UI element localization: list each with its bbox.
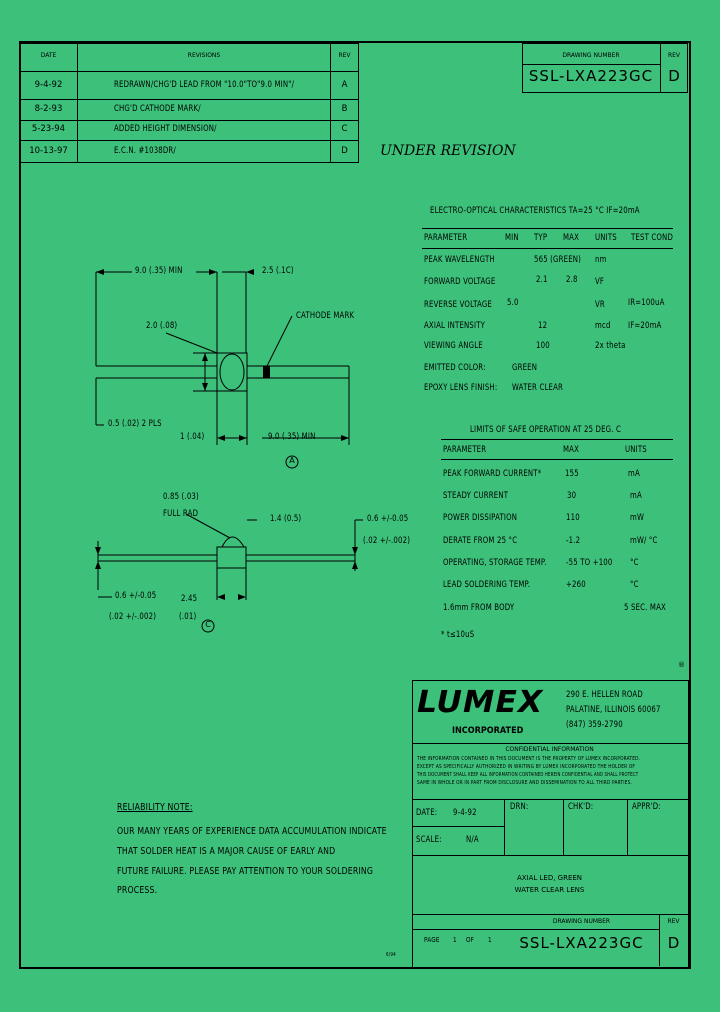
dim-body-len: 1 (.04) — [180, 432, 205, 442]
reliability-line: OUR MANY YEARS OF EXPERIENCE DATA ACCUMULATION INDICATE — [117, 826, 387, 837]
limits-cell: mA — [628, 469, 640, 479]
eo-cell: 2.1 — [536, 275, 548, 285]
part-desc-1: AXIAL LED, GREEN — [516, 874, 583, 882]
rev-row-date: 5-23-94 — [31, 124, 66, 134]
dim-lead-pitch: 0.5 (.02) 2 PLS — [108, 419, 162, 429]
dwg-number-value-bottom: SSL-LXA223GC — [519, 934, 644, 952]
dim-lead-right: 2.5 (.1C) — [262, 266, 294, 276]
dwg-rev-value: D — [668, 67, 680, 85]
page-label: PAGE — [424, 936, 440, 944]
reliability-line: PROCESS. — [117, 885, 158, 896]
eo-header: UNITS — [595, 233, 617, 243]
eo-cell: VF — [595, 277, 605, 287]
dim-full-rad-1: 0.85 (.03) — [163, 492, 199, 502]
eo-cell: VR — [595, 300, 605, 310]
company-phone: (847) 359-2790 — [566, 720, 623, 730]
eo-cell: IR=100uA — [628, 298, 665, 308]
rev-row-date: 10-13-97 — [29, 146, 68, 156]
limits-header: MAX — [563, 445, 580, 455]
epoxy-lens-label: EPOXY LENS FINISH: — [424, 383, 498, 393]
dim-side-len: 1.4 (0.5) — [270, 514, 302, 524]
limits-cell: -1.2 — [566, 536, 581, 546]
company-address-1: 290 E. HELLEN ROAD — [566, 690, 643, 700]
from-body: 1.6mm FROM BODY — [443, 603, 515, 613]
eo-cell: AXIAL INTENSITY — [424, 321, 486, 331]
eo-header: MAX — [563, 233, 580, 243]
view-c-label: C — [205, 620, 211, 629]
limits-cell: 30 — [567, 491, 577, 501]
limits-cell: 110 — [566, 513, 580, 523]
confidential-text: THIS DOCUMENT SHALL KEEP ALL INFORMATION CONTAINED HEREIN CONFIDENTIAL AND SHALL PROTECT — [417, 772, 639, 778]
eo-header: MIN — [505, 233, 519, 243]
rev-row-desc: REDRAWN/CHG'D LEAD FROM "10.0"TO"9.0 MIN"/ — [114, 80, 295, 90]
view-a-label: A — [289, 456, 295, 465]
eo-cell: FORWARD VOLTAGE — [424, 277, 496, 287]
limits-cell: POWER DISSIPATION — [443, 513, 518, 523]
corner-code: 6/94 — [386, 952, 396, 958]
limits-cell: LEAD SOLDERING TEMP. — [443, 580, 531, 590]
reliability-line: FUTURE FAILURE. PLEASE PAY ATTENTION TO YOUR SOLDERING — [117, 866, 374, 877]
epoxy-lens-value: WATER CLEAR — [512, 383, 564, 393]
limits-cell: OPERATING, STORAGE TEMP. — [443, 558, 547, 568]
lumex-logo-sub: INCORPORATED — [452, 726, 524, 736]
limits-cell: -55 TO +100 — [566, 558, 613, 568]
eo-header: TYP — [534, 233, 548, 243]
chkd-label: CHK'D: — [568, 802, 594, 812]
page-total: 1 — [488, 936, 492, 944]
dwg-number-label-bottom: DRAWING NUMBER — [552, 918, 611, 925]
dim-side-thick-2: (.02 +/-.002) — [363, 536, 411, 546]
eo-cell: 5.0 — [507, 298, 519, 308]
rev-header-rev: REV — [338, 52, 351, 59]
limits-cell: PEAK FORWARD CURRENT* — [443, 469, 542, 479]
eo-cell: 565 (GREEN) — [534, 255, 582, 265]
reliability-line: THAT SOLDER HEAT IS A MAJOR CAUSE OF EARLY AND — [117, 846, 336, 857]
confidential-text: THE INFORMATION CONTAINED IN THIS DOCUMENT IS THE PROPERTY OF LUMEX INCORPORATED. — [417, 756, 641, 762]
registered-mark: ® — [678, 661, 685, 669]
dim-side-thick-1: 0.6 +/-0.05 — [367, 514, 409, 524]
cathode-mark-label: CATHODE MARK — [296, 311, 355, 321]
eo-cell: 12 — [538, 321, 548, 331]
rev-header-revisions: REVISIONS — [187, 52, 221, 59]
dim-lead-thick-1: 0.6 +/-0.05 — [115, 591, 157, 601]
eo-header: PARAMETER — [424, 233, 468, 243]
eo-title: ELECTRO-OPTICAL CHARACTERISTICS TA=25 °C IF=20mA — [430, 206, 640, 216]
eo-cell: 100 — [536, 341, 550, 351]
emitted-color-value: GREEN — [512, 363, 538, 373]
eo-cell: nm — [595, 255, 607, 265]
rev-row-desc: CHG'D CATHODE MARK/ — [114, 104, 201, 114]
rev-row-rev: D — [341, 146, 348, 156]
rev-row-rev: B — [341, 104, 348, 114]
page-num: 1 — [453, 936, 457, 944]
dwg-number-label: DRAWING NUMBER — [562, 52, 620, 59]
limits-footnote: * t≤10uS — [441, 630, 475, 640]
limits-cell: +260 — [566, 580, 586, 590]
dim-lead-thick-2: (.02 +/-.002) — [109, 612, 157, 622]
limits-cell: °C — [630, 580, 639, 590]
scale-label: SCALE: — [416, 835, 442, 845]
dim-lead-right-min: 9.0 (.35) MIN — [268, 432, 316, 442]
eo-cell: PEAK WAVELENGTH — [424, 255, 495, 265]
confidential-text: SAME IN WHOLE OR IN PART FROM DISCLOSURE AND DISSEMINATION TO ALL THIRD PARTIES. — [417, 780, 633, 786]
emitted-color-label: EMITTED COLOR: — [424, 363, 486, 373]
from-body-time: 5 SEC. MAX — [624, 603, 666, 613]
part-desc-2: WATER CLEAR LENS — [514, 886, 585, 894]
under-revision-note: UNDER REVISION — [380, 143, 516, 159]
limits-header: PARAMETER — [443, 445, 487, 455]
dwg-number-value: SSL-LXA223GC — [528, 67, 654, 85]
dim-245-1: 2.45 — [181, 594, 198, 604]
eo-cell: IF=20mA — [628, 321, 662, 331]
limits-title: LIMITS OF SAFE OPERATION AT 25 DEG. C — [470, 425, 622, 435]
eo-header: TEST COND — [631, 233, 673, 243]
drn-label: DRN: — [510, 802, 529, 812]
date-value: 9-4-92 — [453, 808, 477, 818]
limits-cell: DERATE FROM 25 °C — [443, 536, 518, 546]
rev-row-rev: A — [341, 80, 348, 90]
rev-row-date: 9-4-92 — [34, 80, 63, 90]
limits-cell: °C — [630, 558, 639, 568]
date-label: DATE: — [416, 808, 438, 818]
rev-row-date: 8-2-93 — [34, 104, 63, 114]
rev-header-date: DATE — [40, 52, 57, 59]
rev-row-rev: C — [341, 124, 348, 134]
dim-lead-left: 9.0 (.35) MIN — [135, 266, 183, 276]
company-address-2: PALATINE, ILLINOIS 60067 — [566, 705, 661, 715]
dim-full-rad-2: FULL RAD — [163, 509, 199, 519]
limits-cell: mA — [630, 491, 642, 501]
confidential-title: CONFIDENTIAL INFORMATION — [505, 746, 594, 753]
dim-body-height: 2.0 (.08) — [146, 321, 178, 331]
limits-cell: mW/ °C — [630, 536, 658, 546]
limits-cell: STEADY CURRENT — [443, 491, 509, 501]
of-label: OF — [466, 936, 475, 944]
eo-cell: REVERSE VOLTAGE — [424, 300, 492, 310]
rev-row-desc: ADDED HEIGHT DIMENSION/ — [114, 124, 217, 134]
confidential-text: EXCEPT AS SPECIFICALLY AUTHORIZED IN WRITING BY LUMEX INCORPORATED THE HOLDER OF — [417, 764, 636, 770]
eo-cell: mcd — [595, 321, 611, 331]
rev-row-desc: E.C.N. #1038DR/ — [114, 146, 176, 156]
eo-cell: 2.8 — [566, 275, 578, 285]
dwg-rev-label-bottom: REV — [667, 918, 680, 925]
eo-cell: VIEWING ANGLE — [424, 341, 483, 351]
limits-cell: 155 — [565, 469, 579, 479]
reliability-title: RELIABILITY NOTE: — [117, 802, 193, 813]
eo-cell: 2x theta — [595, 341, 626, 351]
dim-245-2: (.01) — [179, 612, 197, 622]
limits-cell: mW — [630, 513, 645, 523]
apprd-label: APPR'D: — [632, 802, 661, 812]
dwg-rev-value-bottom: D — [667, 934, 680, 952]
dwg-rev-label: REV — [667, 52, 681, 59]
lumex-logo: LUMEX — [416, 685, 544, 720]
scale-value: N/A — [466, 835, 479, 845]
limits-header: UNITS — [625, 445, 647, 455]
